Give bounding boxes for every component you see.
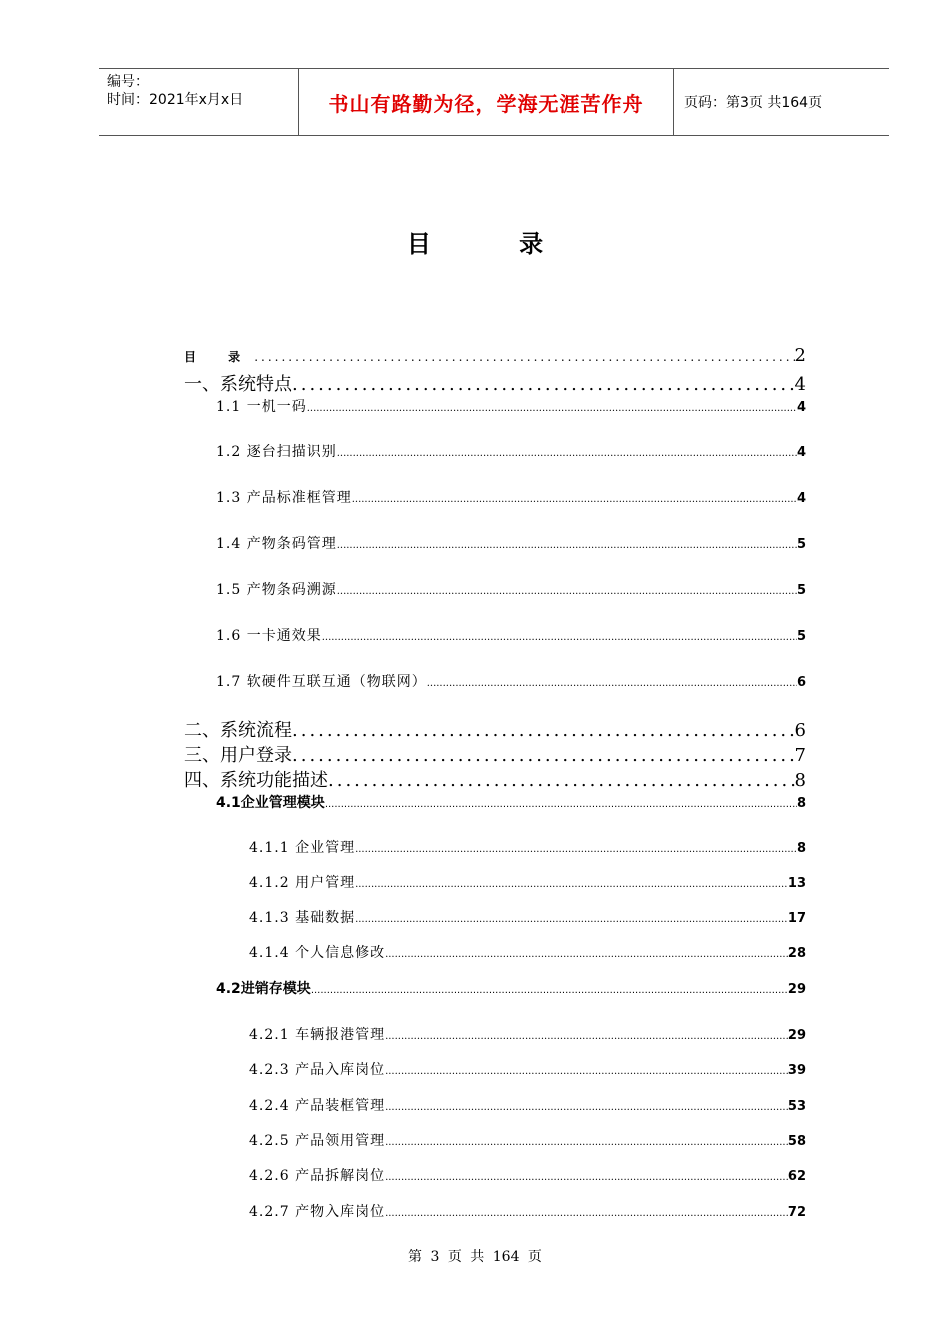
toc-leader-dots <box>427 674 797 690</box>
toc-entry-page: 4 <box>796 491 806 506</box>
toc-entry[interactable] <box>216 396 806 416</box>
toc-leader-dots <box>355 910 788 926</box>
toc-entry-label: 4.1企业管理模块 <box>216 795 325 811</box>
toc-leader-dots <box>325 795 797 811</box>
toc-entry-page: 29 <box>787 1028 806 1043</box>
toc-entry-label: 三、用户登录 <box>184 745 292 766</box>
toc-leader-dots <box>292 745 795 766</box>
toc-entry-page: 8 <box>796 796 806 811</box>
page-header <box>99 68 889 136</box>
toc-entry-label: 1.3 产品标准框管理 <box>216 490 352 506</box>
toc-leader-dots <box>352 490 797 506</box>
toc-entry[interactable] <box>184 741 806 765</box>
toc-leader-dots <box>385 1204 788 1220</box>
toc-leader-dots <box>311 981 788 997</box>
toc-leader-dots <box>385 1168 788 1184</box>
toc-entry-page: 6 <box>796 675 806 690</box>
toc-entry[interactable] <box>249 1201 806 1221</box>
toc-entry-page: 4 <box>796 400 806 415</box>
toc-leader-dots <box>385 1062 788 1078</box>
toc-entry-page: 4 <box>796 445 806 460</box>
toc-entry-page: 5 <box>796 583 806 598</box>
toc-entry[interactable] <box>249 1024 806 1044</box>
toc-entry[interactable] <box>184 716 806 740</box>
toc-leader-dots <box>337 444 797 460</box>
toc-entry[interactable] <box>184 766 806 790</box>
toc-entry-label: 4.1.2 用户管理 <box>249 875 356 891</box>
toc-entry-label: 1.6 一卡通效果 <box>216 628 322 644</box>
toc-entry-page: 5 <box>796 629 806 644</box>
toc-entry-label: 4.1.3 基础数据 <box>249 910 356 926</box>
toc-entry-page: 62 <box>787 1169 806 1184</box>
toc-leader-dots <box>292 374 795 395</box>
toc-leader-dots <box>322 628 797 644</box>
toc-entry-page: 6 <box>794 720 806 741</box>
toc-leader-dots <box>292 720 795 741</box>
toc-entry-label: 4.2.7 产物入库岗位 <box>249 1204 386 1220</box>
toc-leader-dots <box>337 582 797 598</box>
toc-leader-dots <box>355 875 788 891</box>
toc-entry[interactable] <box>249 837 806 857</box>
toc-entry[interactable] <box>249 1130 806 1150</box>
toc-entry-label: 1.2 逐台扫描识别 <box>216 444 337 460</box>
toc-entry[interactable] <box>216 579 806 599</box>
toc-entry-label: 1.7 软硬件互联互通（物联网） <box>216 674 427 690</box>
toc-entry[interactable] <box>216 533 806 553</box>
toc-leader-dots <box>385 945 788 961</box>
toc-entry-page: 17 <box>787 911 806 926</box>
header-page-info: 页码：第3页 共164页 <box>684 95 823 111</box>
toc-leader-dots <box>328 770 795 791</box>
toc-leader-dots <box>254 350 794 364</box>
toc-entry[interactable] <box>184 345 806 369</box>
toc-leader-dots <box>385 1133 788 1149</box>
toc-entry[interactable] <box>249 1095 806 1115</box>
header-motto: 书山有路勤为径，学海无涯苦作舟 <box>299 69 674 135</box>
toc-entry-page: 39 <box>787 1063 806 1078</box>
toc-entry-label: 4.1.1 企业管理 <box>249 840 356 856</box>
toc-entry-label: 二、系统流程 <box>184 720 292 741</box>
toc-entry-page: 7 <box>794 745 806 766</box>
toc-entry-label: 四、系统功能描述 <box>184 770 328 791</box>
document-date: 时间：2021年x月x日 <box>107 92 244 108</box>
toc-entry-label: 4.1.4 个人信息修改 <box>249 945 386 961</box>
toc-entry-label: 4.2.1 车辆报港管理 <box>249 1027 386 1043</box>
toc-entry-label: 4.2.3 产品入库岗位 <box>249 1062 386 1078</box>
toc-leader-dots <box>337 536 797 552</box>
toc-leader-dots <box>385 1027 788 1043</box>
toc-entry[interactable] <box>216 441 806 461</box>
toc-entry[interactable] <box>216 625 806 645</box>
toc-leader-dots <box>385 1098 788 1114</box>
toc-entry-page: 2 <box>794 345 806 366</box>
toc-entry[interactable] <box>184 370 806 394</box>
toc-entry[interactable] <box>249 1165 806 1185</box>
toc-title: 目 录 <box>406 230 584 258</box>
toc-entry-page: 72 <box>787 1205 806 1220</box>
toc-entry[interactable] <box>216 978 806 998</box>
toc-entry[interactable] <box>216 792 806 812</box>
toc-entry[interactable] <box>249 942 806 962</box>
toc-entry-page: 5 <box>796 537 806 552</box>
toc-entry-label: 4.2进销存模块 <box>216 981 311 997</box>
toc-leader-dots <box>307 399 797 415</box>
toc-entry[interactable] <box>249 907 806 927</box>
toc-entry-page: 58 <box>787 1134 806 1149</box>
toc-entry-label: 4.2.5 产品领用管理 <box>249 1133 386 1149</box>
toc-entry-label: 目 录 <box>184 350 255 364</box>
document-number-label: 编号： <box>107 74 149 90</box>
toc-entry-page: 13 <box>787 876 806 891</box>
toc-entry-page: 8 <box>794 770 806 791</box>
toc-entry[interactable] <box>249 872 806 892</box>
header-meta <box>99 69 299 135</box>
toc-entry-label: 一、系统特点 <box>184 374 292 395</box>
toc-entry-page: 8 <box>796 841 806 856</box>
toc-entry-page: 53 <box>787 1099 806 1114</box>
toc-entry[interactable] <box>249 1059 806 1079</box>
toc-entry[interactable] <box>216 487 806 507</box>
toc-entry-label: 1.1 一机一码 <box>216 399 307 415</box>
toc-entry-page: 4 <box>794 374 806 395</box>
toc-entry-label: 1.4 产物条码管理 <box>216 536 337 552</box>
toc-entry[interactable] <box>216 671 806 691</box>
toc-leader-dots <box>355 840 797 856</box>
page-footer: 第 3 页 共 164 页 <box>408 1249 542 1265</box>
toc-entry-page: 28 <box>787 946 806 961</box>
toc-entry-label: 4.2.4 产品装框管理 <box>249 1098 386 1114</box>
toc-entry-label: 4.2.6 产品拆解岗位 <box>249 1168 386 1184</box>
toc-entry-page: 29 <box>787 982 806 997</box>
toc-entry-label: 1.5 产物条码溯源 <box>216 582 337 598</box>
